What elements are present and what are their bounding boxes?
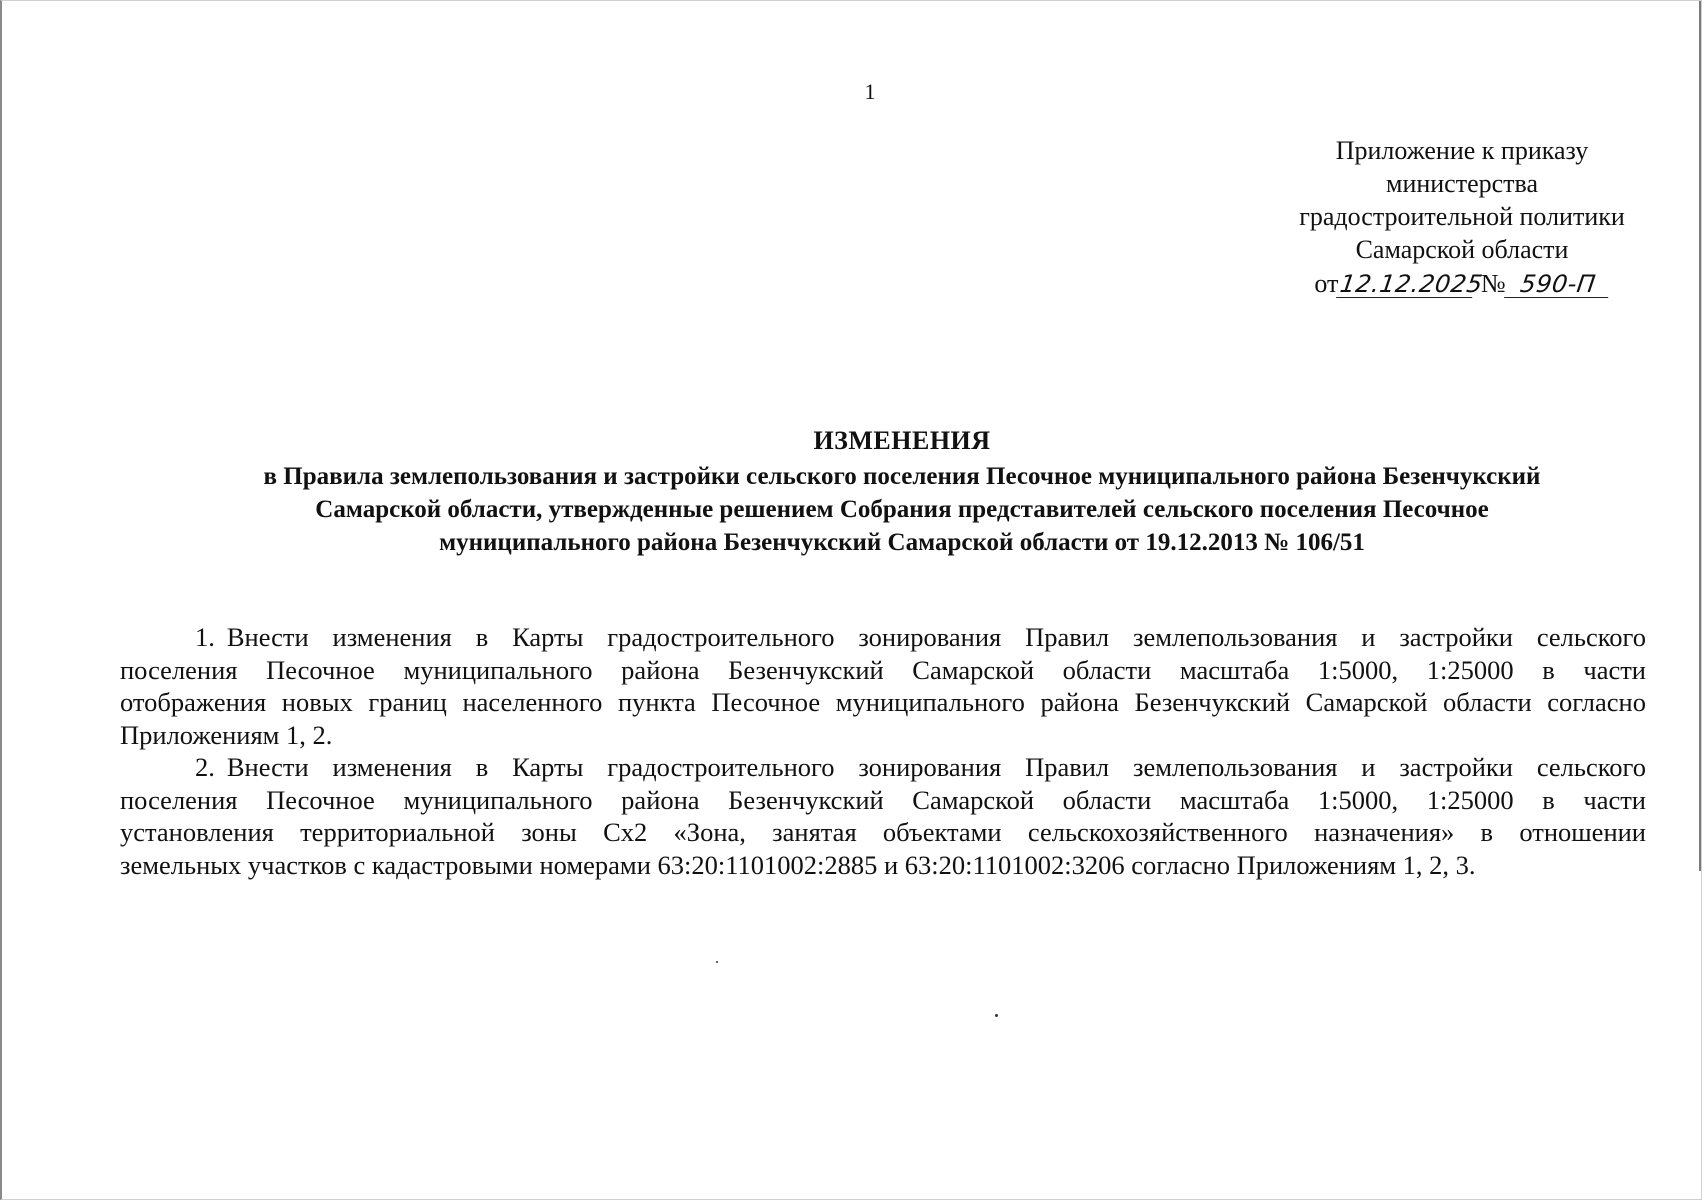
list-item <box>120 621 1646 751</box>
handwritten-date: 12.12.2025 <box>1338 270 1485 298</box>
paragraph-line: поселения Песочное муниципального района Безенчукский Самарской области масштаба 1:5000, 1:25000 в части <box>120 784 1646 815</box>
page-number: 1 <box>864 79 876 104</box>
item-number: 2. <box>195 752 215 782</box>
paragraph-line: поселения Песочное муниципального района Безенчукский Самарской области масштаба 1:5000, 1:25000 в части <box>120 654 1646 685</box>
subtitle-line: в Правила землепользования и застройки сельского поселения Песочное муниципального района Безенчукский <box>263 463 1541 490</box>
paragraph-line <box>120 621 1646 654</box>
approval-line: градостроительной политики <box>1299 202 1625 231</box>
list-item <box>120 751 1646 881</box>
subtitle-line: муниципального района Безенчукский Самарской области от 19.12.2013 № 106/51 <box>439 529 1365 556</box>
approval-block <box>1272 134 1652 300</box>
paragraph-line: земельных участков с кадастровыми номерами 63:20:1101002:2885 и 63:20:1101002:3206 согласно Приложениям 1, 2, 3. <box>120 849 1476 880</box>
document-body <box>120 621 1646 881</box>
document-title: ИЗМЕНЕНИЯ <box>813 426 991 455</box>
scan-speck <box>716 961 718 963</box>
subtitle-line: Самарской области, утвержденные решением Собрания представителей сельского поселения Песочное <box>315 496 1489 523</box>
scan-speck <box>995 1014 998 1017</box>
paragraph-line: установления территориальной зоны Сх2 «Зона, занятая объектами сельскохозяйственного назначения» в отношении <box>120 817 1646 847</box>
document-subtitle <box>162 460 1642 559</box>
paragraph-line: Приложениям 1, 2. <box>120 719 333 750</box>
handwritten-number: 590-П <box>1504 271 1612 298</box>
number-label: № <box>1480 269 1506 298</box>
paragraph-line <box>120 751 1646 784</box>
approval-line: министерства <box>1385 169 1538 198</box>
item-number: 1. <box>195 622 215 652</box>
approval-line: Самарской области <box>1355 235 1569 264</box>
approval-reference <box>1272 267 1652 300</box>
line-text: Внести изменения в Карты градостроительного зонирования Правил землепользования и застройки сельского <box>226 752 1646 782</box>
line-text: Внести изменения в Карты градостроительного зонирования Правил землепользования и застройки сельского <box>226 622 1646 652</box>
from-label: от <box>1314 269 1339 298</box>
scan-edge-line <box>1699 1 1701 871</box>
approval-line: Приложение к приказу <box>1335 136 1589 165</box>
paragraph-line: отображения новых границ населенного пункта Песочное муниципального района Безенчукский Самарской области согласно <box>120 687 1646 717</box>
